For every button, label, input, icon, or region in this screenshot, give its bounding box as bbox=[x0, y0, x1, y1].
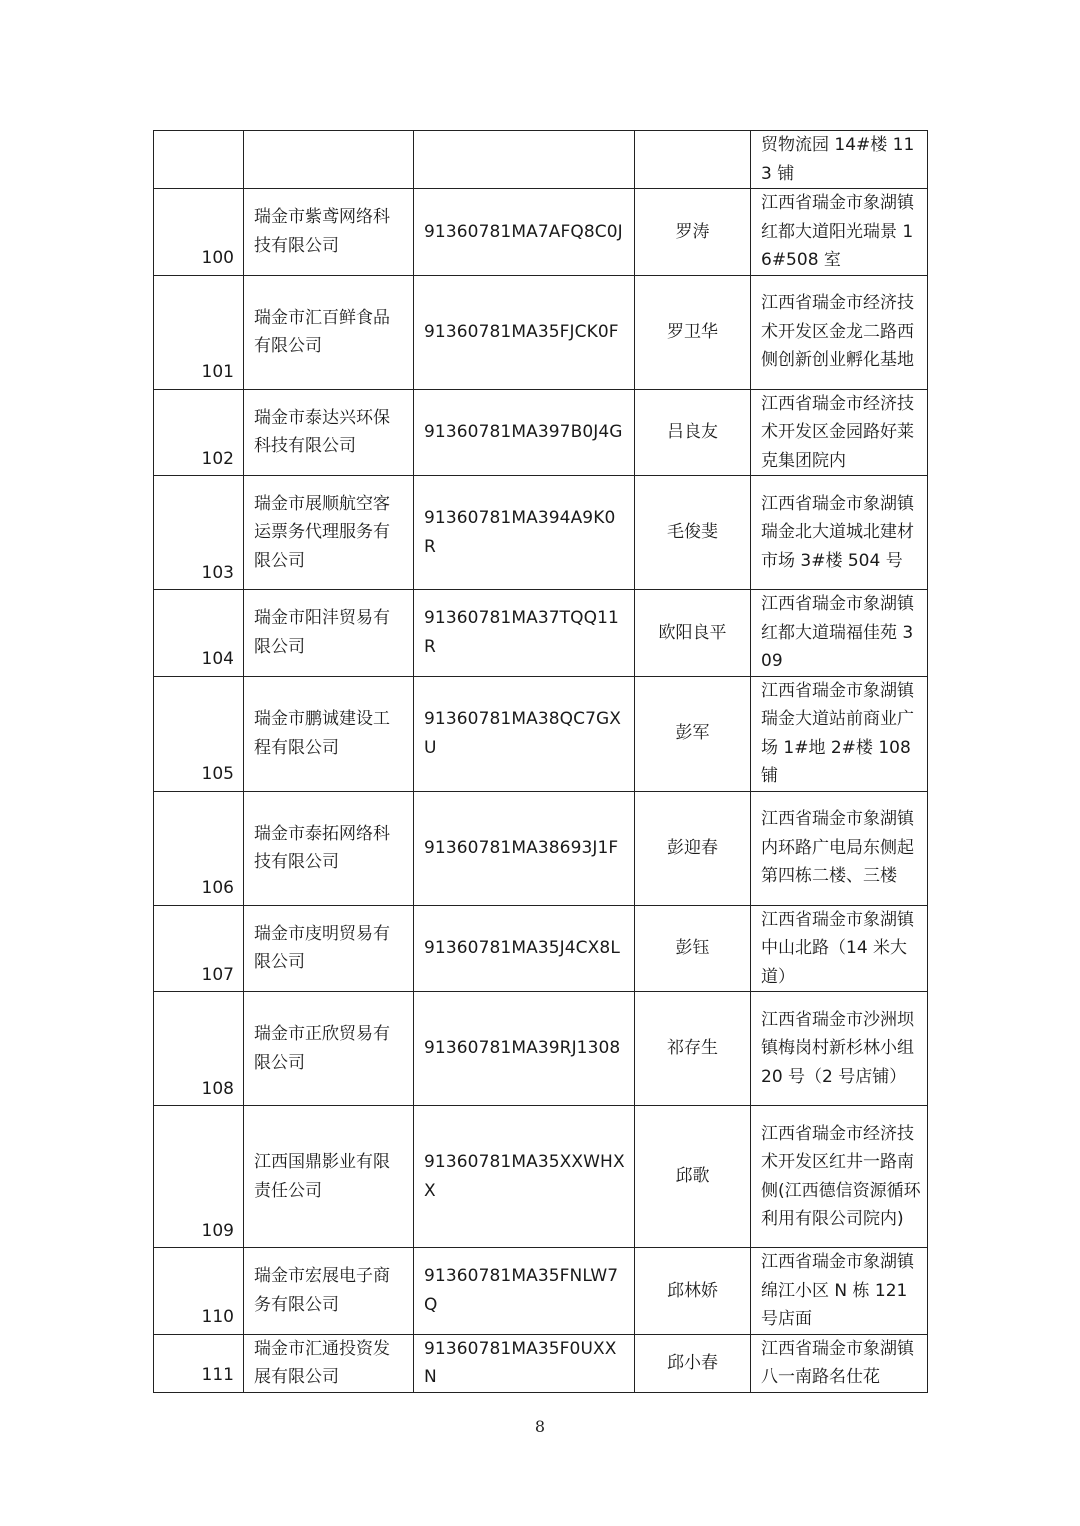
company-address-cell: 江西省瑞金市象湖镇瑞金北大道城北建材市场 3#楼 504 号 bbox=[751, 476, 928, 590]
table-row bbox=[154, 905, 928, 992]
row-number-cell bbox=[154, 131, 244, 189]
legal-representative-cell: 欧阳良平 bbox=[635, 590, 751, 677]
credit-code-cell: 91360781MA35J4CX8L bbox=[414, 905, 635, 992]
legal-representative-cell: 罗卫华 bbox=[635, 275, 751, 389]
table-row bbox=[154, 1106, 928, 1248]
legal-representative-cell: 邱歌 bbox=[635, 1106, 751, 1248]
company-name-cell: 瑞金市阳沣贸易有限公司 bbox=[244, 590, 414, 677]
row-number-cell: 108 bbox=[154, 992, 244, 1106]
table-row bbox=[154, 1334, 928, 1392]
company-address-cell: 江西省瑞金市沙洲坝镇梅岗村新杉林小组 20 号（2 号店铺） bbox=[751, 992, 928, 1106]
company-address-cell: 江西省瑞金市象湖镇绵江小区 N 栋 121 号店面 bbox=[751, 1248, 928, 1335]
company-address-cell: 江西省瑞金市象湖镇八一南路名仕花 bbox=[751, 1334, 928, 1392]
credit-code-cell: 91360781MA39RJ1308 bbox=[414, 992, 635, 1106]
company-registry-table bbox=[153, 130, 928, 1393]
company-address-cell: 江西省瑞金市经济技术开发区金龙二路西侧创新创业孵化基地 bbox=[751, 275, 928, 389]
table-row bbox=[154, 275, 928, 389]
company-name-cell: 瑞金市紫鸢网络科技有限公司 bbox=[244, 189, 414, 276]
table-row bbox=[154, 1248, 928, 1335]
table-row bbox=[154, 992, 928, 1106]
company-name-cell: 瑞金市展顺航空客运票务代理服务有限公司 bbox=[244, 476, 414, 590]
company-address-cell: 江西省瑞金市象湖镇瑞金大道站前商业广场 1#地 2#楼 108 铺 bbox=[751, 676, 928, 791]
company-name-cell: 瑞金市鹏诚建设工程有限公司 bbox=[244, 676, 414, 791]
company-name-cell: 江西国鼎影业有限责任公司 bbox=[244, 1106, 414, 1248]
credit-code-cell: 91360781MA38QC7GXU bbox=[414, 676, 635, 791]
row-number-cell: 104 bbox=[154, 590, 244, 677]
company-name-cell: 瑞金市正欣贸易有限公司 bbox=[244, 992, 414, 1106]
legal-representative-cell: 祁存生 bbox=[635, 992, 751, 1106]
company-address-cell: 江西省瑞金市象湖镇红都大道阳光瑞景 16#508 室 bbox=[751, 189, 928, 276]
company-name-cell: 瑞金市庋明贸易有限公司 bbox=[244, 905, 414, 992]
row-number-cell: 102 bbox=[154, 389, 244, 476]
credit-code-cell: 91360781MA38693J1F bbox=[414, 791, 635, 905]
company-address-cell: 江西省瑞金市象湖镇内环路广电局东侧起第四栋二楼、三楼 bbox=[751, 791, 928, 905]
registry-body bbox=[154, 131, 928, 1393]
table-row bbox=[154, 389, 928, 476]
credit-code-cell bbox=[414, 131, 635, 189]
credit-code-cell: 91360781MA35FJCK0F bbox=[414, 275, 635, 389]
table-row bbox=[154, 131, 928, 189]
credit-code-cell: 91360781MA397B0J4G bbox=[414, 389, 635, 476]
legal-representative-cell: 罗涛 bbox=[635, 189, 751, 276]
row-number-cell: 107 bbox=[154, 905, 244, 992]
table-row bbox=[154, 590, 928, 677]
legal-representative-cell: 彭钰 bbox=[635, 905, 751, 992]
company-address-cell: 贸物流园 14#楼 113 铺 bbox=[751, 131, 928, 189]
row-number-cell: 109 bbox=[154, 1106, 244, 1248]
company-name-cell: 瑞金市汇通投资发展有限公司 bbox=[244, 1334, 414, 1392]
legal-representative-cell: 邱林娇 bbox=[635, 1248, 751, 1335]
credit-code-cell: 91360781MA35XXWHXX bbox=[414, 1106, 635, 1248]
company-name-cell: 瑞金市汇百鲜食品有限公司 bbox=[244, 275, 414, 389]
company-address-cell: 江西省瑞金市象湖镇红都大道瑞福佳苑 309 bbox=[751, 590, 928, 677]
row-number-cell: 110 bbox=[154, 1248, 244, 1335]
row-number-cell: 111 bbox=[154, 1334, 244, 1392]
row-number-cell: 106 bbox=[154, 791, 244, 905]
company-name-cell: 瑞金市宏展电子商务有限公司 bbox=[244, 1248, 414, 1335]
credit-code-cell: 91360781MA394A9K0R bbox=[414, 476, 635, 590]
credit-code-cell: 91360781MA35F0UXXN bbox=[414, 1334, 635, 1392]
legal-representative-cell: 吕良友 bbox=[635, 389, 751, 476]
row-number-cell: 105 bbox=[154, 676, 244, 791]
legal-representative-cell: 邱小春 bbox=[635, 1334, 751, 1392]
legal-representative-cell: 毛俊斐 bbox=[635, 476, 751, 590]
table-row bbox=[154, 189, 928, 276]
legal-representative-cell: 彭军 bbox=[635, 676, 751, 791]
company-address-cell: 江西省瑞金市经济技术开发区红井一路南侧(江西德信资源循环利用有限公司院内) bbox=[751, 1106, 928, 1248]
company-name-cell: 瑞金市泰达兴环保科技有限公司 bbox=[244, 389, 414, 476]
table-row bbox=[154, 676, 928, 791]
credit-code-cell: 91360781MA35FNLW7Q bbox=[414, 1248, 635, 1335]
row-number-cell: 100 bbox=[154, 189, 244, 276]
legal-representative-cell bbox=[635, 131, 751, 189]
legal-representative-cell: 彭迎春 bbox=[635, 791, 751, 905]
company-name-cell bbox=[244, 131, 414, 189]
company-address-cell: 江西省瑞金市经济技术开发区金园路好莱克集团院内 bbox=[751, 389, 928, 476]
row-number-cell: 103 bbox=[154, 476, 244, 590]
table-row bbox=[154, 791, 928, 905]
table-row bbox=[154, 476, 928, 590]
row-number-cell: 101 bbox=[154, 275, 244, 389]
company-name-cell: 瑞金市泰拓网络科技有限公司 bbox=[244, 791, 414, 905]
credit-code-cell: 91360781MA37TQQ11R bbox=[414, 590, 635, 677]
page-number: 8 bbox=[534, 1417, 546, 1436]
company-address-cell: 江西省瑞金市象湖镇中山北路（14 米大道） bbox=[751, 905, 928, 992]
credit-code-cell: 91360781MA7AFQ8C0J bbox=[414, 189, 635, 276]
